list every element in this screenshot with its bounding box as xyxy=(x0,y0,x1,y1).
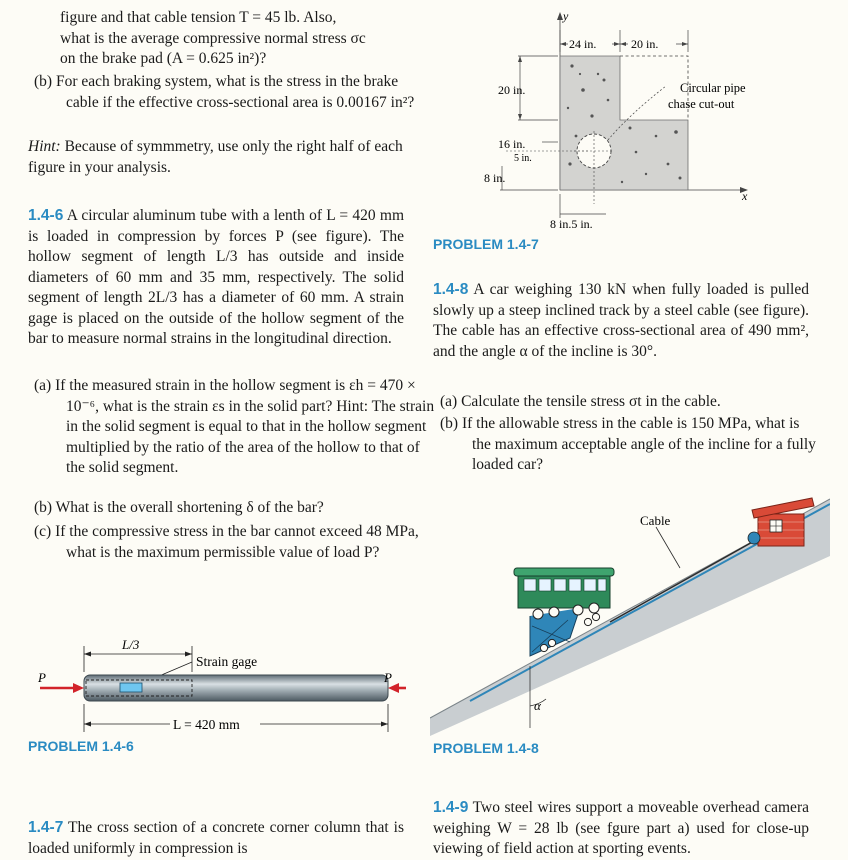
fig147-dim-20-top: 20 in. xyxy=(631,37,659,51)
hint-text: Because of symmmetry, use only the right half of each figure in your analysis. xyxy=(28,138,403,176)
left-force-arrow xyxy=(73,683,84,693)
figure-1-4-6 xyxy=(20,632,410,742)
figure-1-4-8 xyxy=(430,496,830,736)
figure-1-4-7 xyxy=(480,4,780,234)
fig147-circ-label-1: Circular pipe xyxy=(680,81,746,95)
hint-label: Hint: xyxy=(28,138,61,155)
p148-intro xyxy=(433,280,809,362)
p146-part-b: (b) What is the overall shortening δ of the bar? xyxy=(34,499,324,516)
p145-line-1: figure and that cable tension T = 45 lb. Also, xyxy=(60,9,337,26)
fig147-dim-20: 20 in. xyxy=(498,83,526,97)
concrete-section xyxy=(560,56,688,190)
p146-part-c: (c) If the compressive stress in the bar cannot exceed 48 MPa, what is the maximum permissible value of load P? xyxy=(34,523,419,561)
fig146-gage-label: Strain gage xyxy=(196,654,258,669)
p148-part-a: (a) Calculate the tensile stress σt in the cable. xyxy=(440,393,721,410)
fig147-dim-24: 24 in. xyxy=(569,37,597,51)
caption-problem-1-4-8: PROBLEM 1.4-8 xyxy=(433,740,539,756)
p147-text: The cross section of a concrete corner column that is loaded uniformly in compression is xyxy=(28,819,404,857)
p148-number: 1.4-8 xyxy=(433,281,469,298)
p149-intro xyxy=(433,798,809,860)
fig147-dim-bottom: 8 in.5 in. xyxy=(550,217,593,231)
caption-problem-1-4-6: PROBLEM 1.4-6 xyxy=(28,738,134,754)
p148-text: A car weighing 130 kN when fully loaded is pulled slowly up a steep inclined track by a steel cable (see figure). The cable has an effective cross-sectional area of 490 mm², and the angle α of the incline is 30°. xyxy=(433,281,809,360)
fig147-x-label: x xyxy=(742,189,748,203)
fig146-l3-label: L/3 xyxy=(122,637,140,652)
p148-part-b: (b) If the allowable stress in the cable is 150 MPa, what is the maximum acceptable angle of the incline for a fully loaded car? xyxy=(440,415,816,473)
fig147-y-label: y xyxy=(563,9,569,23)
fig146-length-label: L = 420 mm xyxy=(173,717,240,732)
fig147-dim-16: 16 in. xyxy=(498,137,526,151)
strain-gage xyxy=(120,683,142,692)
p145-line-3: on the brake pad (A = 0.625 in²)? xyxy=(60,50,267,67)
p145-part-b: (b) For each braking system, what is the stress in the brake cable if the effective cross-sectional area is 0.00167 in²? xyxy=(34,73,415,111)
fig147-circ-label-2: chase cut-out xyxy=(668,97,735,111)
p146-intro xyxy=(28,206,404,350)
fig148-alpha-label: α xyxy=(534,698,541,713)
fig147-dim-5: 5 in. xyxy=(514,153,532,164)
fig146-p-right: P xyxy=(384,670,392,685)
winch-house xyxy=(748,498,814,546)
p149-text: Two steel wires support a moveable overhead camera weighing W = 28 lb (see fgure part a) used for close-up viewing of field action at sporting events. xyxy=(433,799,809,857)
caption-problem-1-4-7: PROBLEM 1.4-7 xyxy=(433,236,539,252)
p147-number: 1.4-7 xyxy=(28,819,64,836)
p145-line-2: what is the average compressive normal stress σc xyxy=(60,29,366,47)
p146-part-a: (a) If the measured strain in the hollow segment is εh = 470 × 10⁻⁶, what is the strain εs in the solid part? Hint: The strain in the solid segment is equal to that in the hollow segment multiplied by the ratio of the area of the hollow to that of the solid segment. xyxy=(34,377,435,476)
fig148-cable-label: Cable xyxy=(640,513,671,528)
p146-number: 1.4-6 xyxy=(28,207,64,224)
fig146-p-left: P xyxy=(38,670,46,685)
fig147-dim-8: 8 in. xyxy=(484,171,506,185)
hint-paragraph xyxy=(28,137,408,178)
p149-number: 1.4-9 xyxy=(433,799,469,816)
p147-intro xyxy=(28,818,404,859)
p145-continuation xyxy=(60,8,420,70)
p146-text: A circular aluminum tube with a lenth of L = 420 mm is loaded in compression by forces P (see figure). The hollow segment of length L/3 has outside and inside diameters of 60 mm and 35 mm, respectively. The solid segment of length 2L/3 has a diameter of 60 mm. A strain gage is placed on the outside of the hollow segment of the bar to measure normal strains in the longitudinal direction. xyxy=(28,207,404,347)
